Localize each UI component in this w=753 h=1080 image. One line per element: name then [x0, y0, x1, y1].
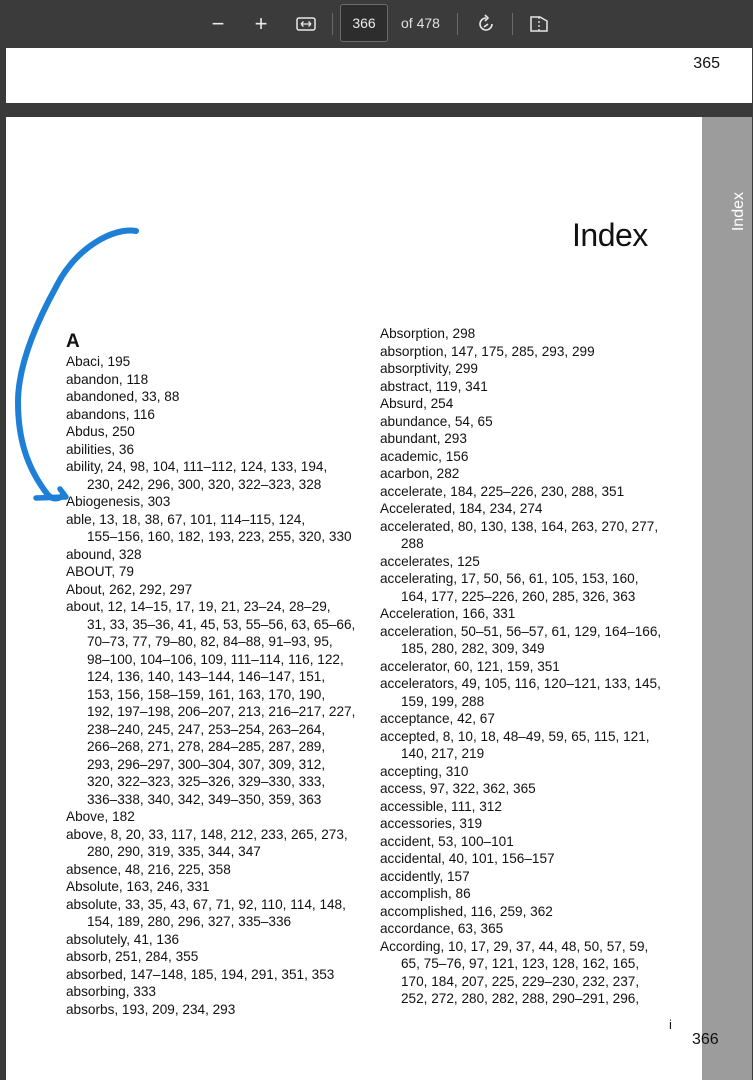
index-entry — [380, 553, 690, 571]
index-entry-line: abundance, 54, 65 — [380, 413, 493, 429]
index-entry — [380, 710, 690, 728]
index-entry — [380, 325, 690, 343]
index-entry-continuation: 288 — [401, 536, 424, 551]
index-entry-line: accessories, 319 — [380, 816, 483, 831]
index-entry-line: Accelerated, 184, 234, 274 — [380, 501, 543, 516]
index-entry — [380, 658, 690, 676]
index-entry-line: about, 12, 14–15, 17, 19, 21, 23–24, 28–29, — [66, 599, 331, 614]
index-entry-line: Absorption, 298 — [380, 326, 476, 341]
index-entry — [380, 483, 690, 501]
index-entry-line: Absurd, 254 — [380, 396, 454, 411]
index-entry-line: Abiogenesis, 303 — [66, 494, 171, 509]
index-entry-continuation: 153, 156, 158–159, 161, 163, 170, 190, — [87, 686, 326, 702]
index-entry-continuation: 98–100, 104–106, 109, 111–114, 116, 122, — [87, 651, 344, 667]
index-entry — [380, 763, 690, 781]
index-entry — [66, 966, 366, 984]
index-column-right — [380, 325, 690, 1008]
toolbar-divider — [512, 13, 513, 35]
index-entry-continuation: 65, 75–76, 97, 121, 123, 128, 162, 165, — [401, 956, 640, 971]
index-entry — [380, 780, 690, 798]
index-entry-line: ability, 24, 98, 104, 111–112, 124, 133, 194, — [66, 459, 328, 474]
index-entry-line: According, 10, 17, 29, 37, 44, 48, 50, 57, 59, — [380, 938, 649, 954]
index-entry — [380, 413, 690, 431]
index-entry-line: accelerated, 80, 130, 138, 164, 263, 270, 277, — [380, 518, 659, 534]
index-entry — [380, 395, 690, 413]
index-entry-line: absolute, 33, 35, 43, 67, 71, 92, 110, 114, 148, — [66, 896, 346, 912]
pdf-toolbar — [0, 0, 753, 48]
index-entry-line: accomplish, 86 — [380, 886, 471, 901]
fit-width-icon — [296, 16, 316, 32]
index-entry — [380, 430, 690, 448]
chapter-side-tab — [702, 117, 752, 1080]
index-entry — [380, 920, 690, 938]
index-entry — [66, 598, 366, 808]
index-entry — [380, 343, 690, 361]
index-entry-line: abound, 328 — [66, 546, 142, 562]
index-entry-line: absorbed, 147–148, 185, 194, 291, 351, 353 — [66, 966, 335, 982]
index-entry-line: absence, 48, 216, 225, 358 — [66, 861, 231, 877]
index-entry-continuation: 252, 272, 280, 282, 288, 290–291, 296, — [401, 991, 640, 1006]
index-entry — [380, 518, 690, 553]
index-entry-line: About, 262, 292, 297 — [66, 581, 193, 597]
index-entry — [380, 605, 690, 623]
fit-width-button[interactable] — [292, 0, 320, 48]
index-entry — [66, 546, 366, 564]
two-page-view-icon — [528, 15, 550, 33]
index-entry-continuation: 31, 33, 35–36, 41, 45, 53, 55–56, 63, 65–66, — [87, 616, 356, 632]
index-entry-continuation: 159, 199, 288 — [401, 693, 485, 709]
zoom-out-button[interactable] — [203, 0, 233, 48]
index-entry — [66, 983, 366, 1001]
zoom-in-icon: + — [254, 11, 268, 36]
index-entry-line: abundant, 293 — [380, 431, 467, 446]
index-entry-line: absolutely, 41, 136 — [66, 931, 180, 947]
index-entry-line: abandoned, 33, 88 — [66, 389, 180, 404]
page-number: 366 — [692, 1031, 719, 1048]
index-entry-line: Abaci, 195 — [66, 354, 131, 369]
index-entry-continuation: 336–338, 340, 342, 349–350, 359, 363 — [87, 791, 322, 807]
index-entry — [380, 938, 690, 1008]
index-entry — [380, 728, 690, 763]
index-entry — [380, 868, 690, 886]
index-entry-line: accepting, 310 — [380, 763, 469, 779]
toolbar-divider — [332, 13, 333, 35]
index-entry-line: access, 97, 322, 362, 365 — [380, 781, 536, 796]
index-entry-line: Acceleration, 166, 331 — [380, 606, 516, 621]
index-entry-continuation: 140, 217, 219 — [401, 746, 485, 761]
previous-page — [6, 48, 752, 103]
index-entry-line: Above, 182 — [66, 809, 135, 824]
index-entry — [380, 850, 690, 868]
index-entry-continuation: 170, 184, 207, 225, 229–230, 232, 237, — [401, 973, 640, 989]
index-entry — [380, 885, 690, 903]
index-entry — [66, 896, 366, 931]
rotate-button[interactable] — [472, 0, 500, 48]
zoom-in-button[interactable] — [246, 0, 276, 48]
section-letter: A — [66, 331, 80, 352]
index-entry-line: absorb, 251, 284, 355 — [66, 949, 199, 964]
index-entry — [66, 808, 366, 826]
index-entry-continuation: 293, 296–297, 300–304, 307, 309, 312, — [87, 756, 326, 772]
index-entry-continuation: 320, 322–323, 325–326, 329–330, 333, — [87, 774, 326, 789]
index-entry-continuation: 230, 242, 296, 300, 320, 322–323, 328 — [87, 476, 322, 492]
index-entry-line: acceleration, 50–51, 56–57, 61, 129, 164–166, — [380, 623, 662, 639]
index-entry-continuation: 124, 136, 140, 143–144, 146–147, 151, — [87, 669, 326, 684]
index-entry-continuation: 154, 189, 280, 296, 327, 335–336 — [87, 914, 292, 929]
page-title: Index — [572, 217, 648, 253]
annotation-stroke — [18, 230, 136, 498]
index-entry-line: accessible, 111, 312 — [380, 798, 502, 814]
index-entry-line: absorption, 147, 175, 285, 293, 299 — [380, 343, 595, 359]
index-entry — [66, 581, 366, 599]
index-entry-line: ABOUT, 79 — [66, 564, 134, 579]
index-entry-line: accelerators, 49, 105, 116, 120–121, 133, 145, — [380, 676, 661, 691]
index-entry-line: accelerator, 60, 121, 159, 351 — [380, 658, 560, 674]
index-entry — [380, 675, 690, 710]
index-entry-line: absorptivity, 299 — [380, 361, 478, 376]
rotate-icon — [475, 13, 497, 35]
index-entry — [380, 798, 690, 816]
index-entry-line: accelerates, 125 — [380, 553, 480, 569]
index-entry-line: accepted, 8, 10, 18, 48–49, 59, 65, 115, 121, — [380, 728, 650, 744]
index-entry-line: accomplished, 116, 259, 362 — [380, 903, 553, 919]
index-entry-continuation: 266–268, 271, 278, 284–285, 287, 289, — [87, 739, 326, 754]
index-entry-line: able, 13, 18, 38, 67, 101, 114–115, 124, — [66, 511, 306, 527]
index-entry-line: accidently, 157 — [380, 868, 470, 884]
index-entry-continuation: 238–240, 245, 247, 253–254, 263–264, — [87, 721, 326, 737]
index-entry — [380, 500, 690, 518]
index-entry — [66, 931, 366, 949]
index-entry-continuation: 70–73, 77, 79–80, 82, 84–88, 91–93, 95, — [87, 634, 333, 649]
annotation-arrowhead — [36, 489, 66, 498]
index-entries-right — [380, 325, 690, 1008]
index-entry-line: accidental, 40, 101, 156–157 — [380, 851, 555, 866]
index-entry — [66, 878, 366, 896]
index-entry — [66, 948, 366, 966]
index-entry — [380, 360, 690, 378]
toolbar-divider — [457, 13, 458, 35]
side-tab-label: Index — [730, 192, 747, 232]
index-entry — [380, 903, 690, 921]
index-entry-line: Abdus, 250 — [66, 424, 135, 439]
page-view-button[interactable] — [526, 0, 552, 48]
footer-mark: i — [669, 1017, 672, 1032]
index-entry — [66, 826, 366, 861]
index-entry-line: accelerate, 184, 225–226, 230, 288, 351 — [380, 483, 625, 499]
index-entry-line: abandons, 116 — [66, 406, 155, 422]
index-entry — [66, 563, 366, 581]
page-count: of 478 — [401, 15, 440, 31]
index-entry-line: absorbs, 193, 209, 234, 293 — [66, 1001, 236, 1017]
index-entry-continuation: 280, 290, 319, 335, 344, 347 — [87, 844, 261, 859]
index-entry — [380, 378, 690, 396]
index-entry-line: above, 8, 20, 33, 117, 148, 212, 233, 265, 273, — [66, 826, 348, 842]
index-entry — [380, 623, 690, 658]
index-entry-line: accordance, 63, 365 — [380, 921, 504, 936]
page-number-input[interactable] — [340, 4, 388, 42]
index-entry — [380, 833, 690, 851]
index-entry — [66, 861, 366, 879]
index-entry-line: academic, 156 — [380, 448, 469, 464]
index-entry — [380, 815, 690, 833]
index-entry — [66, 1001, 366, 1019]
index-entry-line: acarbon, 282 — [380, 466, 460, 481]
index-page — [6, 117, 752, 1080]
index-entry-continuation: 192, 197–198, 206–207, 213, 216–217, 227, — [87, 704, 356, 719]
index-entry-line: abstract, 119, 341 — [380, 378, 488, 394]
index-entry — [380, 570, 690, 605]
index-entry — [380, 465, 690, 483]
hand-drawn-arrow-annotation — [6, 117, 206, 517]
index-entry-line: accelerating, 17, 50, 56, 61, 105, 153, 160, — [380, 571, 639, 586]
index-entry-line: abandon, 118 — [66, 371, 149, 387]
index-entry-line: Absolute, 163, 246, 331 — [66, 879, 210, 894]
index-entry-line: abilities, 36 — [66, 441, 135, 457]
index-entry-line: absorbing, 333 — [66, 984, 156, 999]
index-entry-line: accident, 53, 100–101 — [380, 833, 514, 849]
index-entry-continuation: 164, 177, 225–226, 260, 285, 326, 363 — [401, 588, 636, 604]
index-entry-continuation: 155–156, 160, 182, 193, 223, 255, 320, 330 — [87, 529, 352, 544]
zoom-out-icon: − — [211, 11, 225, 36]
page-number: 365 — [693, 55, 720, 72]
index-entry-line: acceptance, 42, 67 — [380, 711, 495, 726]
index-entry — [380, 448, 690, 466]
index-entry-continuation: 185, 280, 282, 309, 349 — [401, 641, 545, 656]
